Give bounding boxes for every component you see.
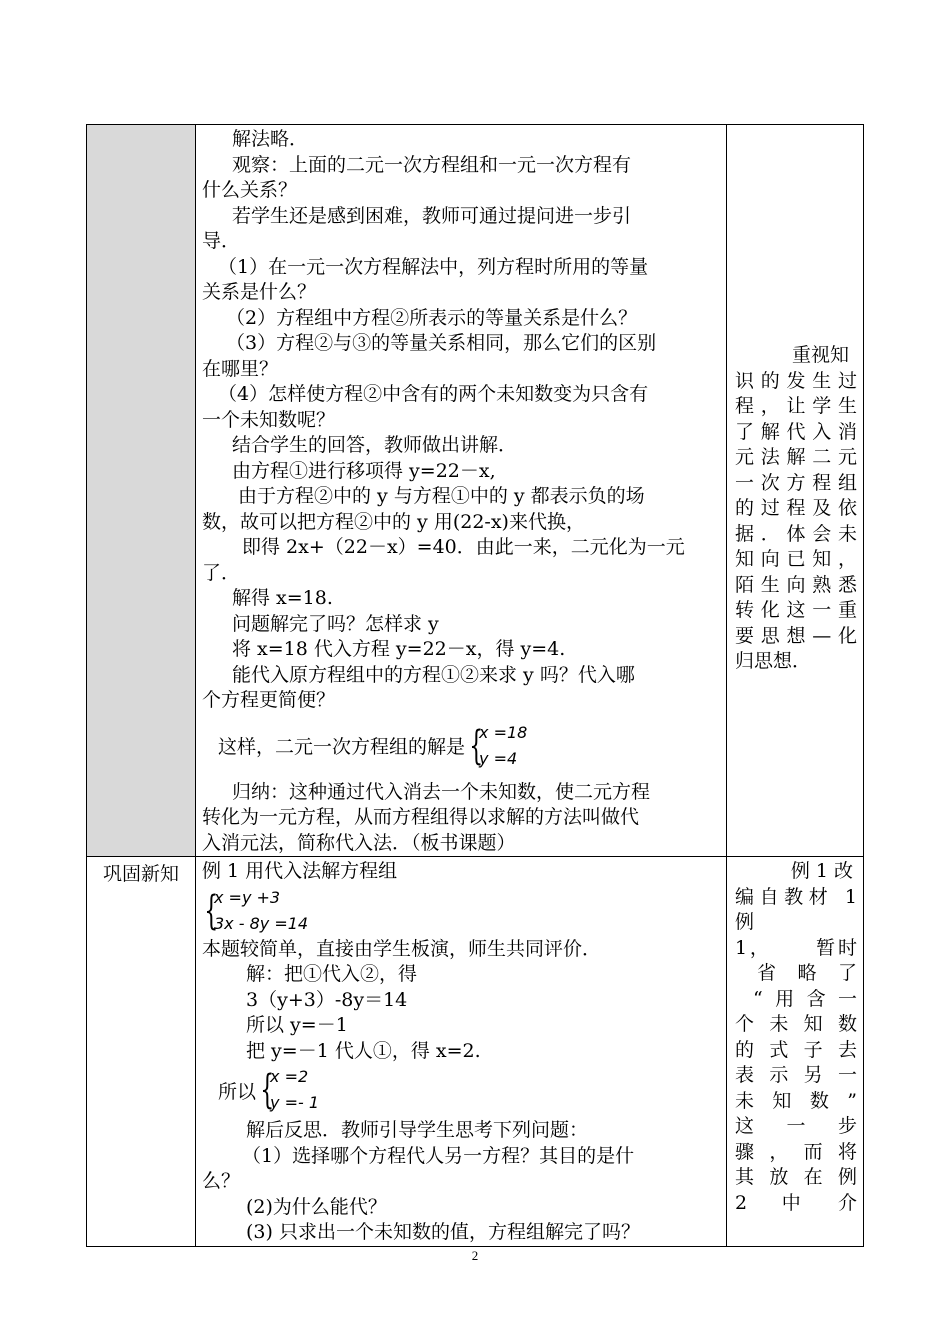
brace-icon: { [204, 887, 219, 934]
note-line: 了解代入消 [735, 420, 857, 443]
example-system [200, 885, 722, 937]
text-line: （1）在一元一次方程解法中，列方程时所用的等量 [218, 255, 649, 278]
text-line: 个方程更简便？ [202, 689, 336, 711]
content-lines [196, 857, 726, 1246]
note-line: 例 [735, 911, 755, 933]
table-row [87, 125, 864, 857]
text-line: 将 x=18 代入方程 y=22－x，得 y=4. [232, 638, 566, 660]
text-line: （3）方程②与③的等量关系相同，那么它们的区别 [226, 332, 657, 354]
note-cell [727, 857, 864, 1247]
note-line: 程，让学生 [735, 395, 857, 417]
note-line: 骤，而将 [735, 1140, 857, 1163]
note-line: 识的发生过 [735, 369, 857, 392]
text-line: 了． [202, 561, 241, 584]
table-row [87, 857, 864, 1247]
note-line: 表示另一 [735, 1064, 857, 1086]
text-line: 由于方程②中的 y 与方程①中的 y 都表示负的场 [238, 485, 645, 507]
text-line: 数，故可以把方程②中的 y 用(22-x)来代换， [202, 510, 585, 533]
equation-line: y =- 1 [270, 1093, 320, 1112]
text-line: 在哪里？ [202, 357, 279, 380]
equation-rows [479, 720, 527, 772]
text-line: 转化为一元方程，从而方程组得以求解的方法叫做代 [202, 806, 640, 828]
text-line: 解法略． [232, 128, 309, 150]
text-line: 结合学生的回答，教师做出讲解． [232, 434, 518, 456]
text-line: (3) 只求出一个未知数的值，方程组解完了吗？ [246, 1221, 640, 1243]
note-line: 据．体会未 [735, 522, 857, 545]
solution-system [218, 720, 722, 772]
note-line: 的式子去 [735, 1038, 857, 1061]
note-line: 归思想． [735, 650, 812, 672]
lesson-plan-table [86, 124, 864, 1247]
note-line: 其放在例 [735, 1166, 857, 1188]
equation-rows [214, 885, 308, 937]
text-line: 由方程①进行移项得 y=22－x, [232, 459, 496, 482]
note-line: 一次方程组 [735, 471, 857, 494]
stage-label: 巩固新知 [102, 863, 179, 885]
text-line: 归纳：这种通过代入消去一个未知数，使二元方程 [232, 780, 651, 803]
answer-prefix: 所以 [218, 1080, 257, 1103]
note-line: 例 1 改 [790, 860, 853, 882]
text-line: （4）怎样使方程②中含有的两个未知数变为只含有 [218, 383, 649, 405]
note-line: 1， 暂时 [735, 936, 857, 959]
text-line: 3（y+3）-8y＝14 [246, 988, 408, 1011]
text-line: （2）方程组中方程②所表示的等量关系是什么？ [226, 306, 638, 329]
text-line: 关系是什么？ [202, 281, 317, 303]
text-line: 解得 x=18. [232, 587, 333, 609]
note-line: 陌生向熟悉 [735, 573, 857, 596]
content-cell [196, 125, 727, 857]
text-line: 把 y=－1 代人①，得 x=2. [246, 1039, 481, 1062]
example-title: 例 1 用代入法解方程组 [202, 860, 398, 882]
equation-line: x =18 [479, 722, 528, 742]
text-line: 若学生还是感到困难，教师可通过提问进一步引 [232, 204, 632, 227]
content-lines [196, 125, 726, 856]
note-line: 未知数” [735, 1089, 857, 1112]
note-line: 这 一 步 [735, 1115, 857, 1137]
text-line: （1）选择哪个方程代人另一方程？其目的是什 [242, 1144, 635, 1167]
text-line: 解后反思．教师引导学生思考下列问题： [246, 1119, 589, 1141]
note-line: 2 中 介 [735, 1191, 857, 1214]
note-cell [727, 125, 864, 857]
note-line: 元法解二元 [735, 446, 857, 468]
content-cell [196, 857, 727, 1247]
note-line: 重视知 [791, 344, 849, 366]
equation-line: x =2 [270, 1067, 309, 1086]
text-line: 问题解完了吗？怎样求 y [232, 612, 439, 635]
text-line: 能代入原方程组中的方程①②来求 y 吗？代入哪 [232, 663, 635, 686]
note-line: 省略了 [757, 962, 857, 984]
equation-rows [270, 1064, 319, 1116]
note-line: 编自教材 1 [735, 885, 857, 908]
text-line: 观察：上面的二元一次方程组和一元一次方程有 [232, 153, 632, 176]
text-line: 即得 2x+（22－x）=40．由此一来，二元化为一元 [242, 536, 685, 558]
note-line: 的过程及依 [735, 497, 857, 519]
text-line: 什么关系？ [202, 179, 298, 201]
note-line: 转化这一重 [735, 599, 857, 621]
page-number: 2 [471, 1248, 479, 1263]
text-line: 一个未知数呢？ [202, 408, 336, 431]
design-note [727, 857, 863, 1216]
equation-line: x =y +3 [214, 887, 281, 907]
text-line: (2)为什么能代？ [246, 1195, 387, 1218]
note-line: 知向已知， [735, 548, 857, 570]
text-line: 导． [202, 230, 241, 252]
design-note [727, 125, 863, 675]
text-line: 本题较简单，直接由学生板演，师生共同评价． [202, 937, 602, 960]
equation-line: 3x - 8y =14 [214, 913, 309, 933]
stage-label [87, 125, 195, 129]
brace-icon: { [260, 1067, 275, 1113]
note-line: 要思想—化 [735, 624, 857, 647]
text-line: 解：把①代入②，得 [246, 963, 418, 985]
text-line: 所以 y=－1 [246, 1014, 348, 1036]
text-line: 么？ [202, 1170, 241, 1192]
stage-cell [87, 125, 196, 857]
equation-line: y =4 [479, 748, 518, 768]
note-line: 个未知数 [735, 1013, 857, 1035]
stage-cell [87, 857, 196, 1247]
note-line: “用含一 [753, 987, 857, 1010]
text-line: 入消元法，简称代入法．（板书课题） [202, 831, 516, 854]
brace-icon: { [469, 722, 484, 769]
answer-system [218, 1064, 722, 1116]
solution-prefix: 这样，二元一次方程组的解是 [218, 736, 466, 758]
